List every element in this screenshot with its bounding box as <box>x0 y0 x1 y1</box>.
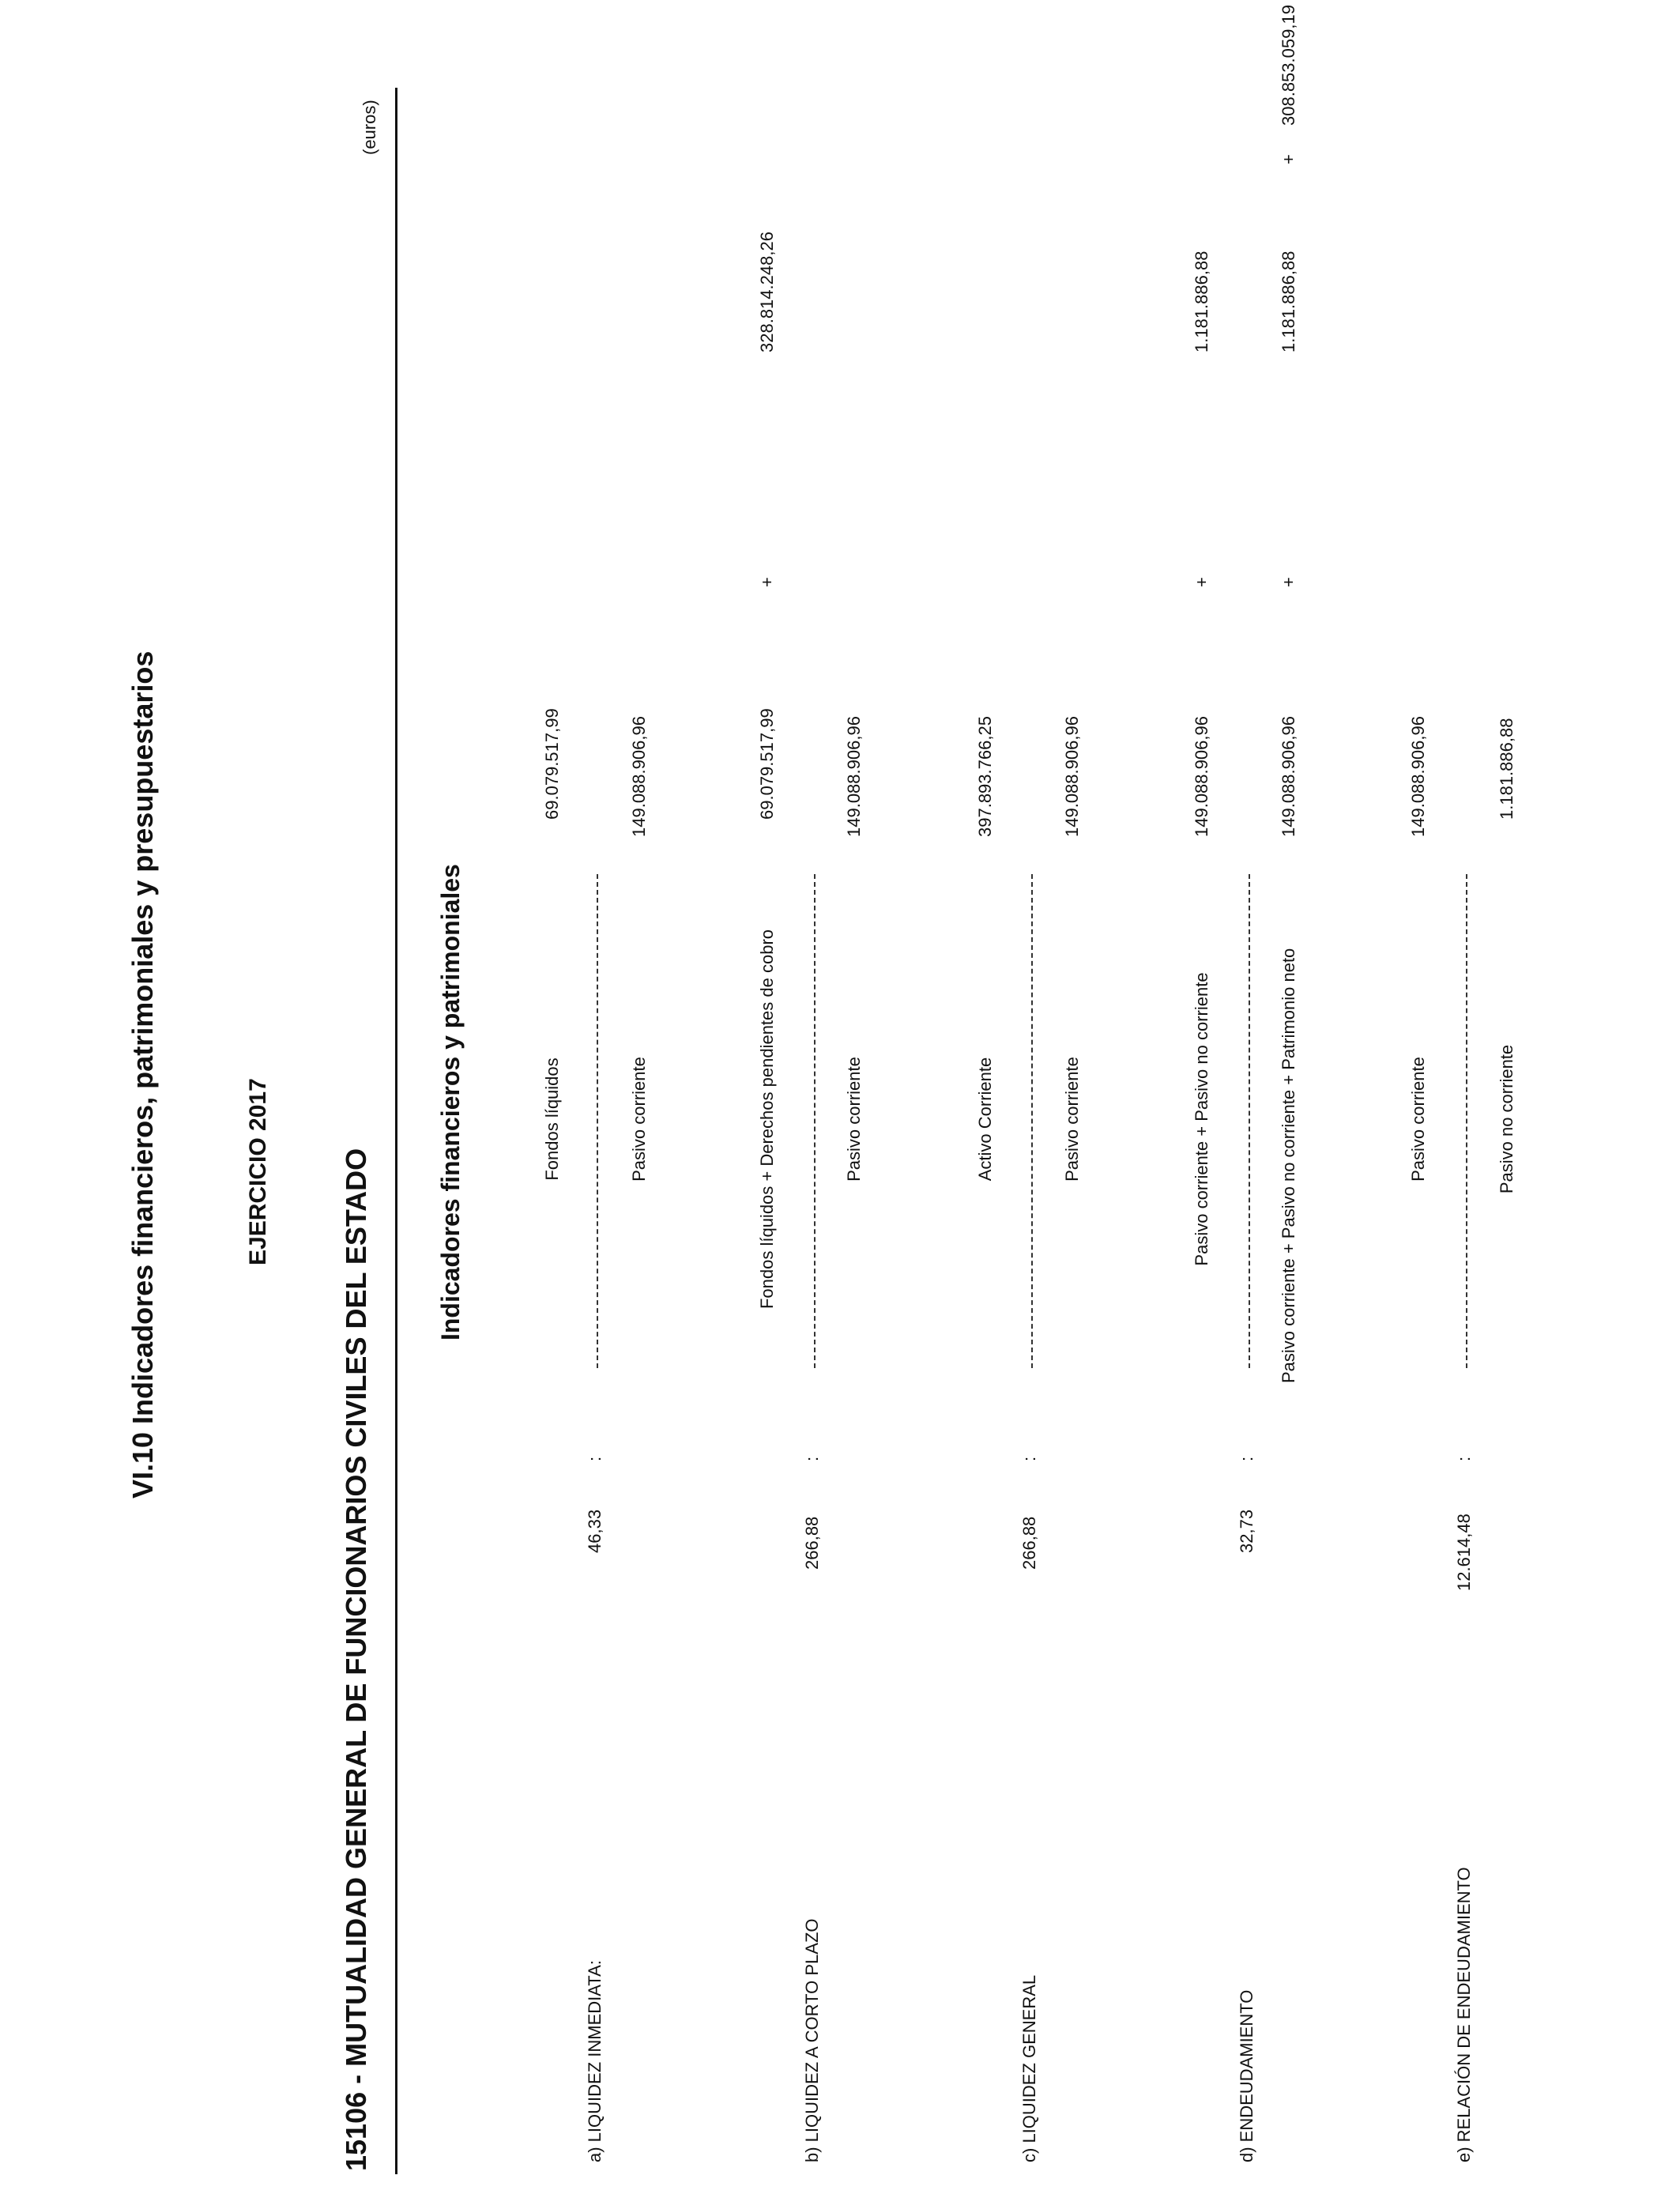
indicator-b-numerator-value-1: 69.079.517,99 <box>757 708 777 820</box>
indicator-d-fraction-line <box>1249 874 1250 1368</box>
indicator-b-denominator-value: 149.088.906,96 <box>844 716 864 837</box>
section-title: Indicadores financieros y patrimoniales <box>436 864 465 1340</box>
indicator-b-numerator-value-2: 328.814.248,26 <box>757 232 777 352</box>
indicator-b-numerator-formula: Fondos líquidos + Derechos pendientes de cobro <box>757 929 777 1310</box>
units-label: (euros) <box>360 100 379 155</box>
indicator-c-fraction-line <box>1031 874 1033 1368</box>
indicator-d-label: d) ENDEUDAMIENTO <box>1237 1989 1256 2162</box>
indicator-d-denominator-plus-2: + <box>1279 154 1298 164</box>
indicator-a-label: a) LIQUIDEZ INMEDIATA: <box>585 1960 605 2162</box>
indicator-a-value: 46,33 <box>585 1509 605 1553</box>
indicator-c-value: 266,88 <box>1019 1516 1039 1570</box>
indicator-b-denominator-formula: Pasivo corriente <box>844 1057 864 1182</box>
document-title: VI.10 Indicadores financieros, patrimoniales y presupuestarios <box>126 650 159 1498</box>
entity-name: 15106 - MUTUALIDAD GENERAL DE FUNCIONARIOS CIVILES DEL ESTADO <box>340 1148 372 2171</box>
indicator-b-label: b) LIQUIDEZ A CORTO PLAZO <box>802 1918 822 2162</box>
indicator-d-colon: : <box>1237 1456 1256 1461</box>
indicator-d-denominator-value-1: 149.088.906,96 <box>1279 716 1298 837</box>
indicator-d-denominator-value-3: 308.853.059,19 <box>1279 5 1298 126</box>
indicator-c-label: c) LIQUIDEZ GENERAL <box>1019 1974 1039 2162</box>
indicator-b-value: 266,88 <box>802 1516 822 1570</box>
indicator-a-denominator-formula: Pasivo corriente <box>629 1057 649 1182</box>
indicator-d-value: 32,73 <box>1237 1509 1256 1553</box>
indicator-e-value: 12.614,48 <box>1454 1514 1474 1591</box>
indicator-e-denominator-value: 1.181.886,88 <box>1497 718 1516 820</box>
exercise-heading: EJERCICIO 2017 <box>245 1078 271 1265</box>
indicator-d-numerator-formula: Pasivo corriente + Pasivo no corriente <box>1192 972 1211 1266</box>
indicator-d-numerator-value-2: 1.181.886,88 <box>1192 251 1211 352</box>
indicator-b-fraction-line <box>814 874 816 1368</box>
indicator-d-denominator-value-2: 1.181.886,88 <box>1279 251 1298 352</box>
indicator-c-numerator-value: 397.893.766,25 <box>975 716 995 837</box>
indicator-d-numerator-value-1: 149.088.906,96 <box>1192 716 1211 837</box>
indicator-e-fraction-line <box>1466 874 1467 1368</box>
indicator-c-denominator-formula: Pasivo corriente <box>1062 1057 1082 1182</box>
indicator-c-colon: : <box>1019 1456 1039 1461</box>
indicator-c-denominator-value: 149.088.906,96 <box>1062 716 1082 837</box>
indicator-e-label: e) RELACIÓN DE ENDEUDAMIENTO <box>1454 1867 1474 2162</box>
indicator-a-numerator-formula: Fondos líquidos <box>542 1057 562 1181</box>
indicator-d-denominator-formula: Pasivo corriente + Pasivo no corriente + Patrimonio neto <box>1279 948 1298 1383</box>
indicator-a-denominator-value: 149.088.906,96 <box>629 716 649 837</box>
indicator-d-numerator-plus: + <box>1192 577 1211 587</box>
indicator-e-numerator-value: 149.088.906,96 <box>1408 716 1428 837</box>
indicator-a-colon: : <box>585 1456 605 1461</box>
indicator-a-numerator-value: 69.079.517,99 <box>542 708 562 820</box>
indicator-e-colon: : <box>1454 1456 1474 1461</box>
indicator-b-numerator-plus: + <box>757 577 777 587</box>
indicator-a-fraction-line <box>597 874 598 1368</box>
indicator-c-numerator-formula: Activo Corriente <box>975 1057 995 1182</box>
indicator-d-denominator-plus-1: + <box>1279 577 1298 587</box>
indicator-e-denominator-formula: Pasivo no corriente <box>1497 1044 1516 1194</box>
header-rule <box>395 88 397 2174</box>
indicator-b-colon: : <box>802 1456 822 1461</box>
indicator-e-numerator-formula: Pasivo corriente <box>1408 1057 1428 1182</box>
